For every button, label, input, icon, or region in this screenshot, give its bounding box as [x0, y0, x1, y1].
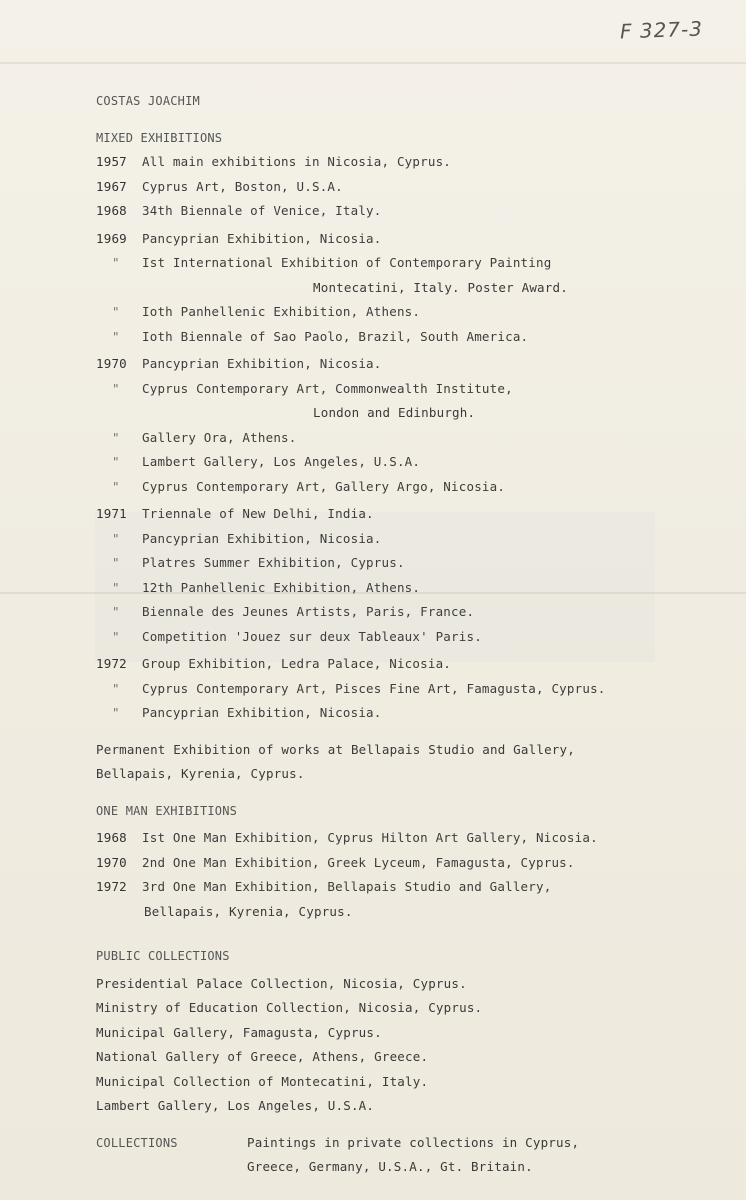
permanent-exhibition-line: Permanent Exhibition of works at Bellapais Studio and Gallery, — [96, 741, 575, 757]
exhibition-entry: 1972 3rd One Man Exhibition, Bellapais Studio and Gallery, — [96, 875, 726, 900]
ditto-mark: " — [112, 555, 120, 570]
collection-entry: Lambert Gallery, Los Angeles, U.S.A. — [96, 1098, 375, 1113]
year: 1968 — [96, 830, 127, 845]
exhibition-entry: " Platres Summer Exhibition, Cyprus. — [96, 551, 726, 576]
public-collections-heading: PUBLIC COLLECTIONS — [96, 949, 230, 963]
year: 1957 — [96, 154, 127, 169]
exhibition-entry: " Biennale des Jeunes Artists, Paris, France. — [96, 600, 726, 625]
permanent-exhibition-line: Bellapais, Kyrenia, Cyprus. — [96, 766, 305, 781]
handwritten-reference: F 327-3 — [619, 16, 704, 44]
ditto-mark: " — [112, 478, 120, 494]
ditto-mark: " — [112, 680, 120, 696]
artist-name: COSTAS JOACHIM — [96, 94, 200, 108]
year: 1972 — [96, 879, 127, 894]
collection-entry: National Gallery of Greece, Athens, Greece. — [96, 1049, 429, 1064]
ditto-mark: " — [112, 604, 120, 619]
exhibition-entry: 1969 Pancyprian Exhibition, Nicosia. — [96, 227, 726, 252]
collections-text: Paintings in private collections in Cyprus, Greece, Germany, U.S.A., Gt. Britain. — [247, 1134, 580, 1174]
exhibition-entry: " Ist International Exhibition of Contemporary Painting — [96, 251, 726, 276]
ditto-mark: " — [112, 628, 120, 644]
ditto-mark: " — [112, 304, 120, 319]
year: 1970 — [96, 854, 127, 870]
document-body — [96, 89, 726, 1180]
exhibition-entry: 1970 Pancyprian Exhibition, Nicosia. — [96, 352, 726, 377]
year: 1969 — [96, 230, 127, 246]
exhibition-entry: " Cyprus Contemporary Art, Pisces Fine Art, Famagusta, Cyprus. — [96, 677, 726, 702]
ditto-mark: " — [112, 255, 120, 270]
exhibition-entry: " 12th Panhellenic Exhibition, Athens. — [96, 576, 726, 601]
exhibition-entry: 1968 Ist One Man Exhibition, Cyprus Hilton Art Gallery, Nicosia. — [96, 826, 726, 851]
exhibition-entry: " Cyprus Contemporary Art, Gallery Argo, Nicosia. — [96, 475, 726, 500]
exhibition-entry: " Competition 'Jouez sur deux Tableaux' Paris. — [96, 625, 726, 650]
exhibition-entry: " Ioth Panhellenic Exhibition, Athens. — [96, 300, 726, 325]
exhibition-entry: 1972 Group Exhibition, Ledra Palace, Nicosia. — [96, 652, 726, 677]
exhibition-entry: 1968 34th Biennale of Venice, Italy. — [96, 199, 726, 224]
ditto-mark: " — [112, 579, 120, 595]
ditto-mark: " — [112, 530, 120, 546]
exhibition-entry: " Gallery Ora, Athens. — [96, 426, 726, 451]
exhibition-entry: " Lambert Gallery, Los Angeles, U.S.A. — [96, 450, 726, 475]
year: 1967 — [96, 178, 127, 194]
year: 1970 — [96, 356, 127, 371]
collection-entry: Municipal Collection of Montecatini, Italy. — [96, 1073, 429, 1089]
paper-fold — [0, 62, 746, 64]
ditto-mark: " — [112, 328, 120, 344]
collection-entry: Presidential Palace Collection, Nicosia, Cyprus. — [96, 975, 467, 991]
exhibition-entry: 1970 2nd One Man Exhibition, Greek Lyceum, Famagusta, Cyprus. — [96, 851, 726, 876]
year: 1972 — [96, 656, 127, 671]
exhibition-entry: 1967 Cyprus Art, Boston, U.S.A. — [96, 175, 726, 200]
collections-heading: COLLECTIONS — [96, 1135, 178, 1150]
ditto-mark: " — [112, 705, 120, 720]
exhibition-entry-continued: London and Edinburgh. — [313, 405, 476, 420]
exhibition-entry-continued: Montecatini, Italy. Poster Award. — [313, 279, 568, 295]
exhibition-entry: " Pancyprian Exhibition, Nicosia. — [96, 527, 726, 552]
year: 1968 — [96, 203, 127, 218]
private-collections — [96, 1131, 726, 1180]
year: 1971 — [96, 506, 127, 521]
ditto-mark: " — [112, 429, 120, 445]
ditto-mark: " — [112, 454, 120, 469]
ditto-mark: " — [112, 380, 120, 396]
exhibition-entry: " Pancyprian Exhibition, Nicosia. — [96, 701, 726, 726]
exhibition-entry: " Ioth Biennale of Sao Paolo, Brazil, South America. — [96, 325, 726, 350]
exhibition-entry: 1971 Triennale of New Delhi, India. — [96, 502, 726, 527]
exhibition-entry: 1957 All main exhibitions in Nicosia, Cyprus. — [96, 150, 726, 175]
collection-entry: Municipal Gallery, Famagusta, Cyprus. — [96, 1024, 382, 1040]
exhibition-entry: " Cyprus Contemporary Art, Commonwealth Institute, — [96, 377, 726, 402]
one-man-exhibitions-heading: ONE MAN EXHIBITIONS — [96, 803, 238, 818]
exhibition-entry-continued: Bellapais, Kyrenia, Cyprus. — [144, 903, 353, 919]
collection-entry: Ministry of Education Collection, Nicosia, Cyprus. — [96, 1000, 483, 1015]
mixed-exhibitions-heading: MIXED EXHIBITIONS — [96, 130, 223, 145]
